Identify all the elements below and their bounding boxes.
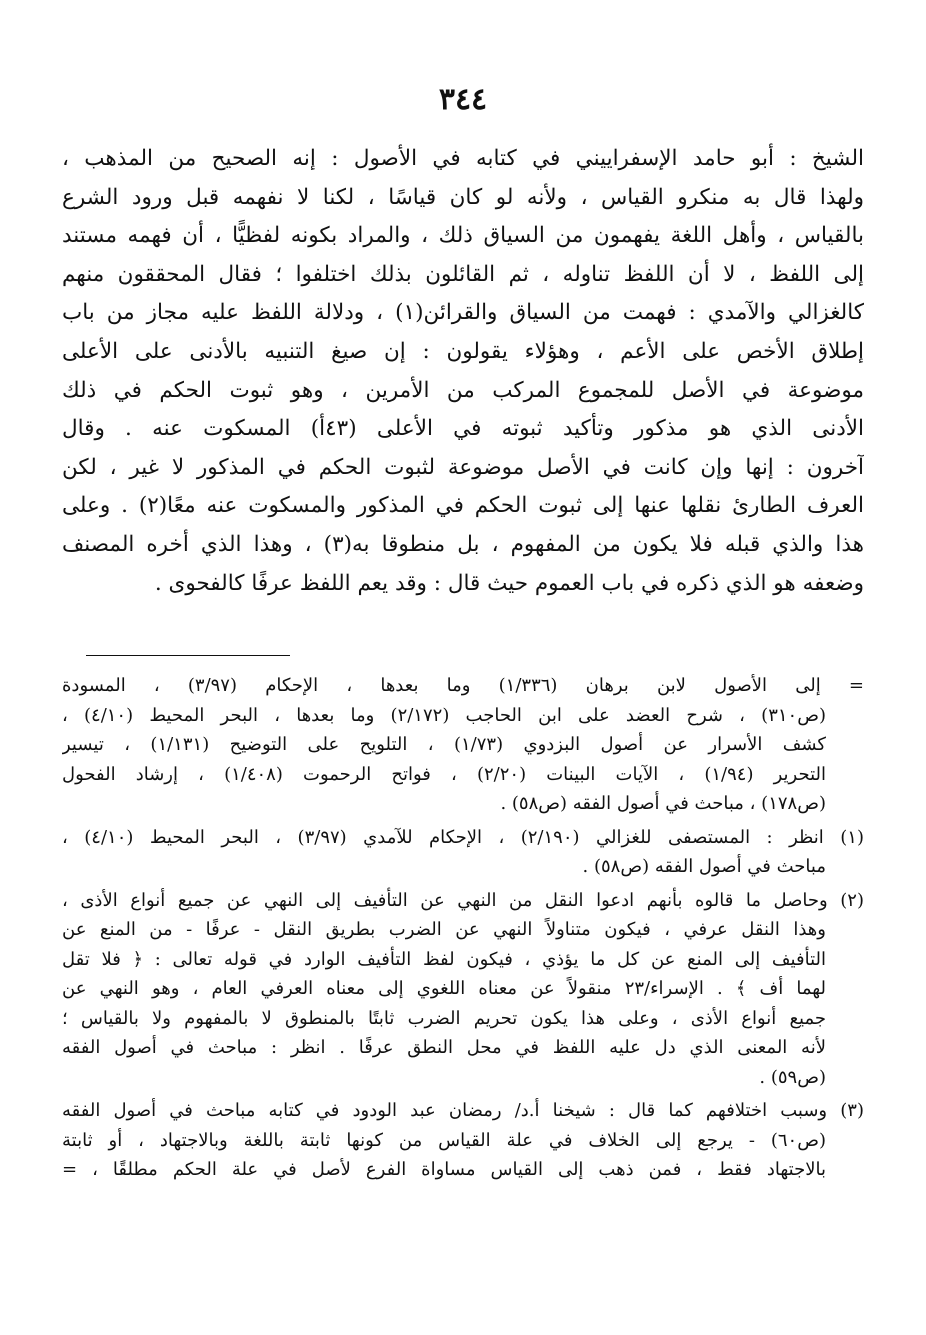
footnote-1 bbox=[62, 823, 864, 882]
footnote-line: (ص١٧٨) ، مباحث في أصول الفقه (ص٥٨) . bbox=[500, 793, 826, 814]
footnote-line: التحرير (١/٩٤) ، الآيات البينات (٢/٢٠) ، فواتح الرحموت (١/٤٠٨) ، إرشاد الفحول bbox=[62, 763, 827, 785]
footnote-separator bbox=[86, 655, 290, 656]
main-text-line: بالقياس ، وأهل اللغة يفهمون من السياق ذلك ، والمراد بكونه لفظيًّا ، أن فهمه مستند bbox=[62, 223, 864, 249]
footnote-line: (ص٥٩) . bbox=[759, 1066, 826, 1088]
main-text-line: ولهذا قال به منكرو القياس ، ولأنه لو كان قياسًا ، لكنا لا نفهمه قبل ورود الشرع bbox=[62, 184, 864, 210]
footnote-line: لهما أف ﴾ . الإسراء/٢٣ منقولاً عن معناه اللغوي إلى معناه العرفي العام ، وهو النهي عن bbox=[62, 978, 827, 999]
footnote-line: لأنه المعنى الذي دل عليه اللفظ في محل النطق عرفًا . انظر : مباحث في أصول الفقه bbox=[62, 1037, 826, 1058]
footnote-line: (ص٣١٠) ، شرح العضد على ابن الحاجب (٢/١٧٢) وما بعدها ، البحر المحيط (٤/١٠) ، bbox=[62, 704, 826, 726]
footnote-2 bbox=[62, 886, 864, 1093]
footnote-line: التأفيف إلى المنع عن كل ما يؤذي ، فيكون لفظ التأفيف الوارد في قوله تعالى : ﴿ فلا تقل bbox=[62, 948, 826, 970]
footnote-line: جميع أنواع الأذى ، وعلى هذا يكون تحريم الضرب ثابتًا بالمنطوق لا بالمفهوم ولا بالقياس ؛ bbox=[62, 1007, 826, 1029]
footnote-continuation bbox=[62, 671, 864, 819]
main-text bbox=[62, 140, 864, 603]
footnote-line: مباحث في أصول الفقه (ص٥٨) . bbox=[582, 856, 826, 877]
main-text-line: آخرون : إنها وإن كانت في الأصل موضوعة لثبوت الحكم في المذكور لا غير ، لكن bbox=[62, 454, 864, 480]
footnotes bbox=[62, 671, 864, 1189]
footnote-line: (ص٦٠) - يرجع إلى الخلاف في علة القياس من كونها ثابتة باللغة وبالاجتهاد ، أو ثابتة bbox=[62, 1129, 826, 1151]
main-text-line: كالغزالي والآمدي : فهمت من السياق والقرائن(١) ، ودلالة اللفظ عليه مجاز من باب bbox=[62, 300, 864, 326]
main-text-line: وضعفه هو الذي ذكره في باب العموم حيث قال : وقد يعم اللفظ عرفًا كالفحوى . bbox=[154, 570, 864, 596]
page-number: ٣٤٤ bbox=[438, 82, 488, 117]
main-text-line: إلى اللفظ ، لا أن اللفظ تناوله ، ثم القائلون بذلك اختلفوا ؛ فقال المحققون منهم bbox=[62, 261, 864, 287]
main-text-line: الأدنى الذي هو مذكور وتأكيد ثبوته في الأعلى (٤٣أ) المسكوت عنه . وقال bbox=[62, 416, 864, 442]
footnote-line: (٢) وحاصل ما قالوه بأنهم ادعوا النقل من النهي عن التأفيف إلى النهي عن جميع أنواع الأذى ، bbox=[62, 889, 864, 911]
footnote-line: بالاجتهاد فقط ، فمن ذهب إلى القياس مساواة الفرع لأصل في علة الحكم مطلقًا ، = bbox=[62, 1159, 826, 1180]
footnote-line: (٣) وسبب اختلافهم كما قال : شيخنا أ.د/ رمضان عبد الودود في كتابه مباحث في أصول الفقه bbox=[62, 1100, 864, 1121]
footnote-line: كشف الأسرار عن أصول البزدوي (١/٧٣) ، التلويح على التوضيح (١/١٣١) ، تيسير bbox=[62, 734, 826, 755]
main-text-line: هذا والذي قبله فلا يكون من المفهوم ، بل منطوقا به(٣) ، وهذا الذي أخره المصنف bbox=[62, 531, 864, 557]
footnote-line: وهذا النقل عرفي ، فيكون متناولاً النهي عن الضرب بطريق النقل - عرفًا - من المنع عن bbox=[62, 919, 826, 940]
footnote-3 bbox=[62, 1096, 864, 1185]
main-text-line: موضوعة في الأصل للمجموع المركب من الأمرين ، وهو ثبوت الحكم في ذلك bbox=[62, 377, 864, 403]
main-text-line: العرف الطارئ نقلها عنها إلى ثبوت الحكم في المذكور والمسكوت عنه معًا(٢) . وعلى bbox=[62, 493, 864, 519]
main-text-line: إطلاق الأخص على الأعم ، وهؤلاء يقولون : إن صيغ التنبيه بالأدنى على الأعلى bbox=[62, 338, 864, 364]
footnote-line: = إلى الأصول لابن برهان (١/٣٣٦) وما بعدها ، الإحكام (٣/٩٧) ، المسودة bbox=[62, 675, 864, 696]
footnote-line: (١) انظر : المستصفى للغزالي (٢/١٩٠) ، الإحكام للآمدي (٣/٩٧) ، البحر المحيط (٤/١٠) ، bbox=[62, 826, 864, 848]
main-text-line: الشيخ : أبو حامد الإسفراييني في كتابه في الأصول : إنه الصحيح من المذهب ، bbox=[62, 146, 864, 171]
